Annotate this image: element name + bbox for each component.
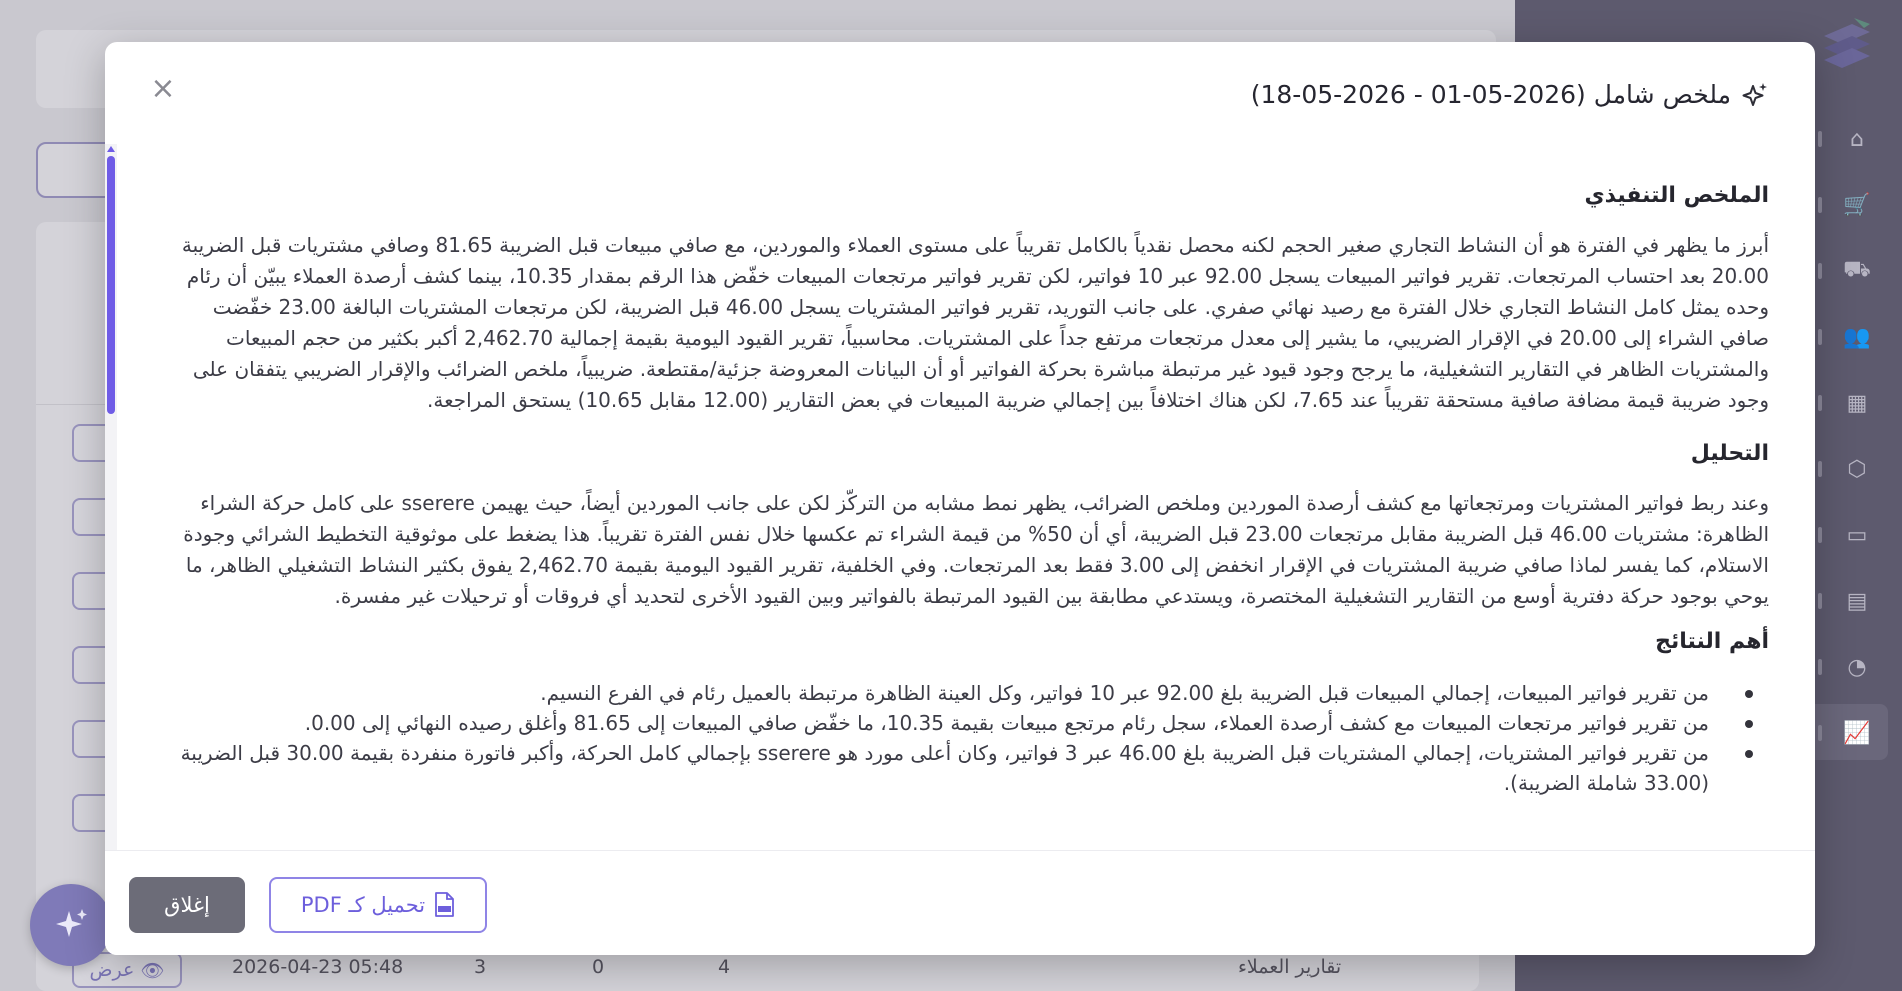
list-item: من تقرير فواتير مرتجعات المبيعات مع كشف أرصدة العملاء، سجل رئام مرتجع مبيعات بقيمة 10.35، ما خفّض صافي المبيعات إلى 81.65 وأغلق رصيده النهائي إلى 0.00. bbox=[169, 708, 1709, 738]
analysis-text: وعند ربط فواتير المشتريات ومرتجعاتها مع كشف أرصدة الموردين وملخص الضرائب، يظهر نمط مشابه من التركّز لكن على جانب الموردين أيضاً، حيث يهيمن sserere على كامل حركة الشراء الظاهرة: مشتريات 46.00 قبل الضريبة مقابل مرتجعات 23.00 قبل الضريبة، أي أن 50% من قيمة الشراء تم عكسها خلال نفس الفترة تقريباً. هذا يضغط على موثوقية التخطيط الشرائي وجودة الاستلام، كما يفسر لماذا صافي ضريبة المشتريات في الإقرار انخفض إلى 3.00 فقط بعد المرتجعات. وفي الخلفية، تقرير القيود اليومية بقيمة 2,462.70 يفوق بكثير النشاط التشغيلي الظاهر، ما يوحي بوجود حركة دفترية أوسع من التقارير التشغيلية المختصرة، ويستدعي مطابقة بين القيود المرتبطة بالفواتير وبين القيود الأخرى لتحديد أي فروقات أو ترحيلات غير مفسرة. bbox=[183, 491, 1769, 608]
close-icon[interactable]: × bbox=[150, 70, 176, 106]
row-count-c: 4 bbox=[718, 956, 731, 978]
row-count-b: 0 bbox=[592, 956, 605, 978]
sidebar-item-marker bbox=[1818, 395, 1822, 411]
sidebar-item-marker bbox=[1818, 197, 1822, 213]
key-findings-list bbox=[169, 678, 1769, 798]
sparkle-icon bbox=[1741, 81, 1769, 109]
modal-title-text: ملخص شامل (2026-05-01 - 2026-05-18) bbox=[1250, 80, 1731, 109]
users-icon[interactable]: 👥 bbox=[1843, 324, 1871, 350]
home-icon[interactable]: ⌂ bbox=[1850, 126, 1864, 152]
view-label: عرض bbox=[89, 959, 135, 981]
executive-summary-text: أبرز ما يظهر في الفترة هو أن النشاط التجاري صغير الحجم لكنه محصل نقدياً بالكامل تقريباً على مستوى العملاء والموردين، مع صافي مبيعات قبل الضريبة 81.65 وصافي مشتريات قبل الضريبة 20.00 بعد احتساب المرتجعات. تقرير فواتير المبيعات يسجل 92.00 عبر 10 فواتير، لكن تقرير فواتير مرتجعات المبيعات خفّض هذا الرقم بمقدار 10.35، بينما كشف أرصدة العملاء يبيّن أن رئام وحده يمثل كامل النشاط التجاري خلال الفترة مع رصيد نهائي صفري. على جانب التوريد، تقرير فواتير المشتريات يسجل 46.00 قبل الضريبة، لكن مرتجعات المشتريات البالغة 23.00 خفّضت صافي الشراء إلى 20.00 في الإقرار الضريبي، ما يشير إلى معدل مرتجعات مرتفع جداً على المشتريات. محاسبياً، تقرير القيود اليومية بقيمة إجمالية 2,462.70 أكبر بكثير من حجم المبيعات والمشتريات الظاهر في التقارير التشغيلية، ما يرجح وجود قيود غير مرتبطة مباشرة بحركة الفواتير أو أن البيانات المعروضة جزئية/مقتطعة. ضريبياً، ملخص الضرائب والإقرار الضريبي يتفقان على وجود ضريبة قيمة مضافة صافية مستحقة تقريباً عند 7.65، لكن هناك اختلافاً بين إجمالي ضريبة المبيعات في بعض التقارير (12.00 مقابل 10.65) يستحق المراجعة. bbox=[181, 233, 1769, 412]
dashboard-gauge-icon[interactable]: ◔ bbox=[1847, 654, 1867, 680]
download-pdf-button[interactable] bbox=[269, 877, 487, 933]
scroll-up-icon[interactable] bbox=[107, 146, 115, 152]
modal-footer bbox=[105, 850, 1815, 955]
list-item: من تقرير فواتير المشتريات، إجمالي المشتريات قبل الضريبة بلغ 46.00 عبر 3 فواتير، وكان أعلى مورد هو sserere بإجمالي كامل الحركة، وأكبر فاتورة منفردة بقيمة 30.00 قبل الضريبة (33.00 شاملة الضريبة). bbox=[169, 738, 1709, 798]
row-date: 2026-04-23 05:48 bbox=[232, 956, 404, 978]
pdf-file-icon bbox=[433, 892, 455, 918]
truck-icon[interactable]: ⛟ bbox=[1843, 257, 1871, 282]
modal-body bbox=[105, 142, 1815, 892]
building-icon[interactable]: ▦ bbox=[1846, 390, 1868, 416]
modal-title bbox=[1251, 80, 1769, 109]
window-icon[interactable]: ▭ bbox=[1846, 522, 1868, 548]
executive-summary-heading: الملخص التنفيذي bbox=[1584, 183, 1769, 208]
eye-icon: 👁 bbox=[140, 959, 165, 982]
sidebar-item-marker bbox=[1818, 725, 1822, 741]
app-logo-icon bbox=[1814, 14, 1876, 74]
key-findings-heading: أهم النتائج bbox=[1655, 629, 1769, 654]
summary-content bbox=[169, 142, 1769, 798]
sidebar-item-marker bbox=[1818, 461, 1822, 477]
row-count-a: 3 bbox=[474, 956, 487, 978]
ai-assistant-button[interactable] bbox=[30, 884, 112, 966]
calculator-icon[interactable]: ▤ bbox=[1846, 588, 1868, 614]
scrollbar-thumb[interactable] bbox=[107, 156, 115, 414]
cart-icon[interactable]: 🛒 bbox=[1843, 192, 1871, 218]
sidebar-item-marker bbox=[1818, 659, 1822, 675]
sidebar-item-marker bbox=[1818, 263, 1822, 279]
download-pdf-label: تحميل كـ PDF bbox=[300, 893, 426, 917]
sidebar-item-marker bbox=[1818, 593, 1822, 609]
summary-modal bbox=[105, 42, 1815, 955]
chart-line-icon[interactable]: 📈 bbox=[1843, 720, 1871, 746]
sidebar-item-marker bbox=[1818, 329, 1822, 345]
row-report-name: تقارير العملاء bbox=[1238, 956, 1342, 978]
box-icon[interactable]: ⬡ bbox=[1847, 456, 1867, 482]
modal-header bbox=[105, 42, 1815, 142]
analysis-heading: التحليل bbox=[1690, 441, 1769, 466]
list-item: من تقرير فواتير المبيعات، إجمالي المبيعات قبل الضريبة بلغ 92.00 عبر 10 فواتير، وكل العينة الظاهرة مرتبطة بالعميل رئام في الفرع النسيم. bbox=[169, 678, 1709, 708]
sparkle-icon bbox=[51, 905, 91, 945]
sidebar-item-marker bbox=[1818, 131, 1822, 147]
sidebar-item-marker bbox=[1818, 527, 1822, 543]
close-button[interactable]: إغلاق bbox=[129, 877, 245, 933]
